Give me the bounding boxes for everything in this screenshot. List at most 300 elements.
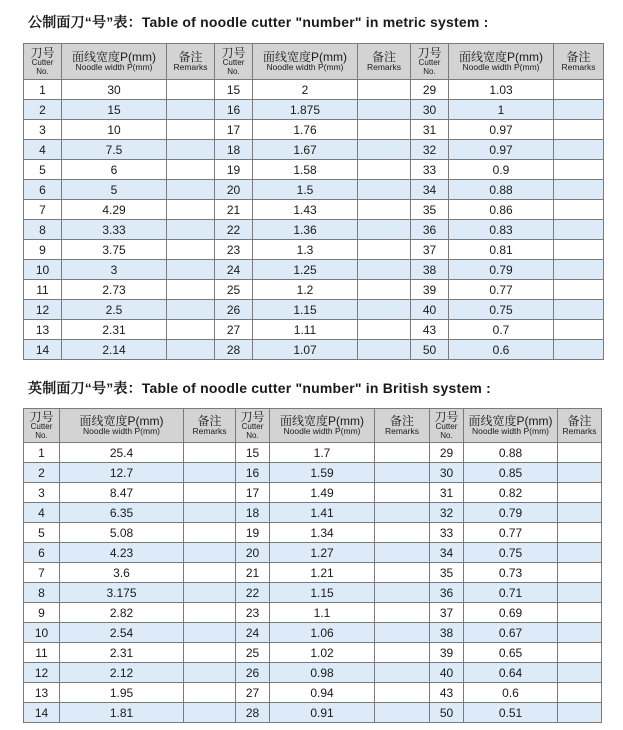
cutter-no-header — [236, 409, 270, 443]
remarks-cell — [375, 583, 430, 603]
remarks-cell — [554, 120, 604, 140]
cutter-no-cell: 14 — [24, 703, 60, 723]
remarks-header-en: Remarks — [192, 426, 227, 437]
cutter-no-header — [411, 44, 449, 80]
cutter-no-header-en: Cutter — [418, 58, 441, 68]
noodle-width-cell: 1.27 — [270, 543, 375, 563]
cutter-no-cell: 10 — [24, 623, 60, 643]
remarks-cell — [375, 543, 430, 563]
remarks-cell — [167, 280, 215, 300]
noodle-width-cell: 1.15 — [270, 583, 375, 603]
cutter-no-cell: 36 — [430, 583, 464, 603]
cutter-no-cell: 31 — [411, 120, 449, 140]
table-row — [24, 643, 602, 663]
cutter-no-cell: 14 — [24, 340, 62, 360]
cutter-no-cell: 19 — [236, 523, 270, 543]
noodle-width-header-en: Noodle width P(mm) — [462, 62, 540, 73]
cutter-no-cell: 2 — [24, 100, 62, 120]
cutter-no-cell: 4 — [24, 503, 60, 523]
remarks-cell — [167, 340, 215, 360]
remarks-cell — [375, 563, 430, 583]
cutter-no-cell: 24 — [215, 260, 253, 280]
cutter-no-cell: 26 — [236, 663, 270, 683]
noodle-width-cell: 1.1 — [270, 603, 375, 623]
cutter-no-header — [24, 409, 60, 443]
remarks-cell — [167, 240, 215, 260]
table-row — [24, 120, 604, 140]
noodle-width-cell: 2.14 — [62, 340, 167, 360]
cutter-no-header-cn: 刀号 — [221, 45, 246, 60]
cutter-no-header — [430, 409, 464, 443]
cutter-no-cell: 43 — [430, 683, 464, 703]
remarks-cell — [558, 703, 602, 723]
noodle-width-cell: 7.5 — [62, 140, 167, 160]
remarks-cell — [554, 80, 604, 100]
remarks-header-cn: 备注 — [389, 413, 414, 428]
remarks-cell — [554, 100, 604, 120]
remarks-cell — [184, 543, 236, 563]
noodle-width-cell: 0.82 — [464, 483, 558, 503]
noodle-width-header-cn: 面线宽度P(mm) — [72, 49, 156, 64]
remarks-cell — [184, 643, 236, 663]
cutter-no-cell: 5 — [24, 160, 62, 180]
cutter-no-cell: 38 — [430, 623, 464, 643]
table-row — [24, 443, 602, 463]
noodle-width-cell: 1.76 — [253, 120, 358, 140]
remarks-cell — [358, 80, 411, 100]
cutter-no-cell: 33 — [430, 523, 464, 543]
remarks-cell — [358, 160, 411, 180]
table-row — [24, 543, 602, 563]
cutter-no-header-en-no: No. — [246, 430, 259, 440]
cutter-no-header-en-no: No. — [36, 66, 49, 76]
table-row — [24, 200, 604, 220]
noodle-width-cell: 1.41 — [270, 503, 375, 523]
cutter-no-cell: 35 — [411, 200, 449, 220]
metric-cutter-table — [23, 43, 604, 360]
noodle-width-cell: 1.49 — [270, 483, 375, 503]
noodle-width-cell: 0.6 — [464, 683, 558, 703]
remarks-cell — [375, 703, 430, 723]
cutter-no-header-cn: 刀号 — [30, 45, 55, 60]
table-row — [24, 320, 604, 340]
cutter-no-cell: 15 — [236, 443, 270, 463]
cutter-no-header — [24, 44, 62, 80]
cutter-no-cell: 30 — [411, 100, 449, 120]
noodle-width-cell: 1.43 — [253, 200, 358, 220]
noodle-width-cell: 0.65 — [464, 643, 558, 663]
noodle-width-cell: 0.98 — [270, 663, 375, 683]
remarks-cell — [167, 320, 215, 340]
noodle-width-cell: 3.75 — [62, 240, 167, 260]
remarks-cell — [167, 300, 215, 320]
remarks-cell — [375, 603, 430, 623]
cutter-no-cell: 15 — [215, 80, 253, 100]
remarks-cell — [358, 120, 411, 140]
noodle-width-cell: 0.86 — [449, 200, 554, 220]
table-row — [24, 503, 602, 523]
cutter-no-cell: 37 — [430, 603, 464, 623]
table-row — [24, 100, 604, 120]
remarks-header — [375, 409, 430, 443]
remarks-cell — [184, 523, 236, 543]
noodle-width-cell: 0.79 — [449, 260, 554, 280]
remarks-cell — [554, 140, 604, 160]
noodle-width-cell: 1.81 — [60, 703, 184, 723]
cutter-no-cell: 32 — [430, 503, 464, 523]
remarks-cell — [558, 583, 602, 603]
cutter-no-cell: 29 — [430, 443, 464, 463]
noodle-width-cell: 1.11 — [253, 320, 358, 340]
noodle-width-cell: 0.73 — [464, 563, 558, 583]
cutter-no-header-en: Cutter — [30, 422, 53, 432]
noodle-width-header — [60, 409, 184, 443]
noodle-width-header-cn: 面线宽度P(mm) — [459, 49, 543, 64]
remarks-cell — [358, 200, 411, 220]
noodle-width-header — [253, 44, 358, 80]
remarks-cell — [184, 703, 236, 723]
remarks-header-en: Remarks — [384, 426, 419, 437]
cutter-no-cell: 31 — [430, 483, 464, 503]
noodle-width-cell: 10 — [62, 120, 167, 140]
noodle-width-cell: 0.75 — [464, 543, 558, 563]
cutter-no-cell: 36 — [411, 220, 449, 240]
remarks-cell — [167, 200, 215, 220]
noodle-width-cell: 1.25 — [253, 260, 358, 280]
remarks-cell — [554, 260, 604, 280]
remarks-cell — [184, 683, 236, 703]
remarks-header — [167, 44, 215, 80]
table-row — [24, 280, 604, 300]
noodle-width-cell: 0.6 — [449, 340, 554, 360]
cutter-no-cell: 6 — [24, 180, 62, 200]
remarks-cell — [554, 280, 604, 300]
noodle-width-cell: 12.7 — [60, 463, 184, 483]
remarks-cell — [375, 443, 430, 463]
remarks-cell — [358, 340, 411, 360]
remarks-cell — [167, 220, 215, 240]
noodle-width-cell: 0.94 — [270, 683, 375, 703]
noodle-width-header-cn: 面线宽度P(mm) — [263, 49, 347, 64]
table-row — [24, 523, 602, 543]
noodle-width-header — [62, 44, 167, 80]
noodle-width-cell: 2.82 — [60, 603, 184, 623]
remarks-header-en: Remarks — [562, 426, 597, 437]
noodle-width-cell: 0.64 — [464, 663, 558, 683]
noodle-width-cell: 0.9 — [449, 160, 554, 180]
cutter-no-cell: 16 — [215, 100, 253, 120]
remarks-cell — [167, 80, 215, 100]
noodle-width-cell: 0.91 — [270, 703, 375, 723]
noodle-width-cell: 0.69 — [464, 603, 558, 623]
cutter-no-cell: 34 — [411, 180, 449, 200]
noodle-width-cell: 1.06 — [270, 623, 375, 643]
cutter-no-cell: 7 — [24, 200, 62, 220]
remarks-cell — [558, 523, 602, 543]
table-row — [24, 180, 604, 200]
cutter-no-cell: 22 — [236, 583, 270, 603]
cutter-no-cell: 23 — [215, 240, 253, 260]
cutter-no-cell: 19 — [215, 160, 253, 180]
noodle-width-cell: 6.35 — [60, 503, 184, 523]
noodle-width-cell: 1.03 — [449, 80, 554, 100]
cutter-no-cell: 39 — [411, 280, 449, 300]
cutter-no-header-cn: 刀号 — [417, 45, 442, 60]
cutter-no-cell: 33 — [411, 160, 449, 180]
remarks-header-cn: 备注 — [371, 49, 396, 64]
cutter-no-cell: 28 — [236, 703, 270, 723]
remarks-cell — [375, 643, 430, 663]
remarks-cell — [558, 563, 602, 583]
cutter-no-header-en: Cutter — [31, 58, 54, 68]
noodle-width-header-cn: 面线宽度P(mm) — [79, 413, 164, 428]
remarks-cell — [184, 503, 236, 523]
noodle-width-cell: 0.77 — [464, 523, 558, 543]
remarks-cell — [184, 623, 236, 643]
table-row — [24, 703, 602, 723]
noodle-width-header-cn: 面线宽度P(mm) — [280, 413, 364, 428]
noodle-width-cell: 0.85 — [464, 463, 558, 483]
remarks-cell — [558, 643, 602, 663]
british-table-title: 英制面刀“号”表：Table of noodle cutter "number" in British system : — [28, 380, 491, 396]
cutter-no-header-en: Cutter — [222, 58, 245, 68]
noodle-width-cell: 3.6 — [60, 563, 184, 583]
noodle-width-cell: 6 — [62, 160, 167, 180]
table-row — [24, 220, 604, 240]
noodle-width-cell: 0.7 — [449, 320, 554, 340]
metric-table-title: 公制面刀“号”表：Table of noodle cutter "number" in metric system : — [28, 14, 489, 30]
cutter-no-cell: 27 — [236, 683, 270, 703]
cutter-no-cell: 37 — [411, 240, 449, 260]
cutter-no-cell: 12 — [24, 300, 62, 320]
remarks-cell — [558, 683, 602, 703]
cutter-no-cell: 27 — [215, 320, 253, 340]
noodle-width-cell: 0.88 — [449, 180, 554, 200]
cutter-no-cell: 28 — [215, 340, 253, 360]
noodle-width-cell: 0.51 — [464, 703, 558, 723]
remarks-cell — [558, 543, 602, 563]
remarks-cell — [375, 523, 430, 543]
remarks-cell — [375, 463, 430, 483]
remarks-cell — [358, 180, 411, 200]
remarks-cell — [558, 623, 602, 643]
cutter-no-header — [215, 44, 253, 80]
remarks-cell — [358, 100, 411, 120]
noodle-width-cell: 1 — [449, 100, 554, 120]
remarks-cell — [375, 683, 430, 703]
noodle-width-cell: 2.31 — [60, 643, 184, 663]
remarks-header-cn: 备注 — [178, 49, 203, 64]
remarks-cell — [554, 340, 604, 360]
cutter-no-header-en-no: No. — [35, 430, 48, 440]
noodle-width-cell: 1.2 — [253, 280, 358, 300]
table-row — [24, 683, 602, 703]
remarks-header-cn: 备注 — [567, 413, 592, 428]
noodle-width-header — [464, 409, 558, 443]
remarks-cell — [558, 663, 602, 683]
cutter-no-cell: 29 — [411, 80, 449, 100]
table-row — [24, 260, 604, 280]
cutter-no-cell: 21 — [215, 200, 253, 220]
noodle-width-cell: 2 — [253, 80, 358, 100]
remarks-cell — [167, 100, 215, 120]
remarks-header-en: Remarks — [173, 62, 208, 73]
remarks-cell — [554, 320, 604, 340]
remarks-cell — [167, 260, 215, 280]
cutter-no-cell: 30 — [430, 463, 464, 483]
noodle-width-cell: 2.5 — [62, 300, 167, 320]
british-cutter-table — [23, 408, 602, 723]
cutter-no-cell: 8 — [24, 220, 62, 240]
remarks-cell — [558, 443, 602, 463]
cutter-no-header-en-no: No. — [423, 66, 436, 76]
noodle-width-cell: 0.88 — [464, 443, 558, 463]
remarks-header-cn: 备注 — [197, 413, 222, 428]
remarks-cell — [184, 483, 236, 503]
cutter-no-cell: 40 — [430, 663, 464, 683]
noodle-width-header — [449, 44, 554, 80]
noodle-width-cell: 2.73 — [62, 280, 167, 300]
cutter-no-cell: 24 — [236, 623, 270, 643]
remarks-header — [554, 44, 604, 80]
cutter-no-cell: 20 — [215, 180, 253, 200]
cutter-no-cell: 1 — [24, 80, 62, 100]
noodle-width-cell: 1.95 — [60, 683, 184, 703]
remarks-cell — [167, 120, 215, 140]
noodle-width-header-en: Noodle width P(mm) — [283, 426, 361, 437]
noodle-width-cell: 0.81 — [449, 240, 554, 260]
remarks-cell — [358, 220, 411, 240]
noodle-width-header-en: Noodle width P(mm) — [75, 62, 153, 73]
noodle-width-cell: 2.12 — [60, 663, 184, 683]
cutter-no-cell: 7 — [24, 563, 60, 583]
remarks-cell — [554, 240, 604, 260]
cutter-no-cell: 43 — [411, 320, 449, 340]
cutter-no-cell: 17 — [215, 120, 253, 140]
remarks-cell — [358, 320, 411, 340]
noodle-width-cell: 3.33 — [62, 220, 167, 240]
noodle-width-cell: 0.97 — [449, 120, 554, 140]
noodle-width-cell: 0.67 — [464, 623, 558, 643]
noodle-width-header — [270, 409, 375, 443]
noodle-width-cell: 30 — [62, 80, 167, 100]
cutter-no-header-cn: 刀号 — [434, 409, 459, 424]
noodle-width-cell: 1.15 — [253, 300, 358, 320]
cutter-no-cell: 2 — [24, 463, 60, 483]
cutter-no-cell: 32 — [411, 140, 449, 160]
noodle-width-header-cn: 面线宽度P(mm) — [468, 413, 553, 428]
cutter-no-cell: 6 — [24, 543, 60, 563]
remarks-cell — [554, 220, 604, 240]
cutter-no-cell: 26 — [215, 300, 253, 320]
table-row — [24, 483, 602, 503]
cutter-no-cell: 23 — [236, 603, 270, 623]
noodle-width-cell: 1.59 — [270, 463, 375, 483]
remarks-cell — [184, 603, 236, 623]
remarks-cell — [167, 180, 215, 200]
table-row — [24, 240, 604, 260]
remarks-cell — [375, 503, 430, 523]
remarks-cell — [375, 663, 430, 683]
noodle-width-cell: 4.23 — [60, 543, 184, 563]
cutter-no-cell: 4 — [24, 140, 62, 160]
noodle-width-cell: 1.58 — [253, 160, 358, 180]
noodle-width-cell: 3.175 — [60, 583, 184, 603]
cutter-no-cell: 25 — [236, 643, 270, 663]
cutter-no-cell: 3 — [24, 483, 60, 503]
noodle-width-cell: 1.36 — [253, 220, 358, 240]
table-row — [24, 563, 602, 583]
british-header-row — [24, 409, 602, 443]
table-row — [24, 463, 602, 483]
cutter-no-header-cn: 刀号 — [240, 409, 265, 424]
cutter-no-cell: 22 — [215, 220, 253, 240]
remarks-header-en: Remarks — [366, 62, 401, 73]
table-row — [24, 340, 604, 360]
cutter-no-cell: 1 — [24, 443, 60, 463]
remarks-cell — [558, 503, 602, 523]
remarks-cell — [358, 140, 411, 160]
noodle-width-cell: 1.5 — [253, 180, 358, 200]
cutter-no-cell: 39 — [430, 643, 464, 663]
cutter-no-cell: 13 — [24, 683, 60, 703]
noodle-width-cell: 0.83 — [449, 220, 554, 240]
noodle-width-header-en: Noodle width P(mm) — [83, 426, 160, 437]
noodle-width-cell: 1.7 — [270, 443, 375, 463]
cutter-no-cell: 8 — [24, 583, 60, 603]
remarks-cell — [554, 200, 604, 220]
cutter-no-cell: 11 — [24, 280, 62, 300]
cutter-no-cell: 34 — [430, 543, 464, 563]
cutter-no-header-en: Cutter — [241, 422, 264, 432]
cutter-no-cell: 5 — [24, 523, 60, 543]
noodle-width-cell: 1.875 — [253, 100, 358, 120]
table-row — [24, 583, 602, 603]
noodle-width-cell: 1.02 — [270, 643, 375, 663]
remarks-cell — [558, 483, 602, 503]
noodle-width-cell: 1.21 — [270, 563, 375, 583]
noodle-width-cell: 0.97 — [449, 140, 554, 160]
remarks-header — [558, 409, 602, 443]
remarks-cell — [554, 160, 604, 180]
noodle-width-cell: 1.07 — [253, 340, 358, 360]
remarks-cell — [184, 443, 236, 463]
cutter-no-cell: 40 — [411, 300, 449, 320]
noodle-width-cell: 25.4 — [60, 443, 184, 463]
remarks-cell — [558, 603, 602, 623]
cutter-no-cell: 11 — [24, 643, 60, 663]
cutter-no-cell: 10 — [24, 260, 62, 280]
noodle-width-cell: 5.08 — [60, 523, 184, 543]
remarks-cell — [358, 240, 411, 260]
cutter-no-cell: 50 — [411, 340, 449, 360]
remarks-cell — [375, 483, 430, 503]
noodle-width-cell: 3 — [62, 260, 167, 280]
cutter-no-cell: 21 — [236, 563, 270, 583]
table-row — [24, 300, 604, 320]
remarks-cell — [554, 180, 604, 200]
noodle-width-cell: 8.47 — [60, 483, 184, 503]
noodle-width-cell: 0.79 — [464, 503, 558, 523]
cutter-no-cell: 9 — [24, 603, 60, 623]
cutter-no-cell: 38 — [411, 260, 449, 280]
noodle-width-cell: 0.71 — [464, 583, 558, 603]
cutter-no-cell: 18 — [215, 140, 253, 160]
noodle-width-cell: 0.75 — [449, 300, 554, 320]
cutter-no-header-en: Cutter — [435, 422, 458, 432]
remarks-cell — [167, 160, 215, 180]
remarks-cell — [184, 463, 236, 483]
